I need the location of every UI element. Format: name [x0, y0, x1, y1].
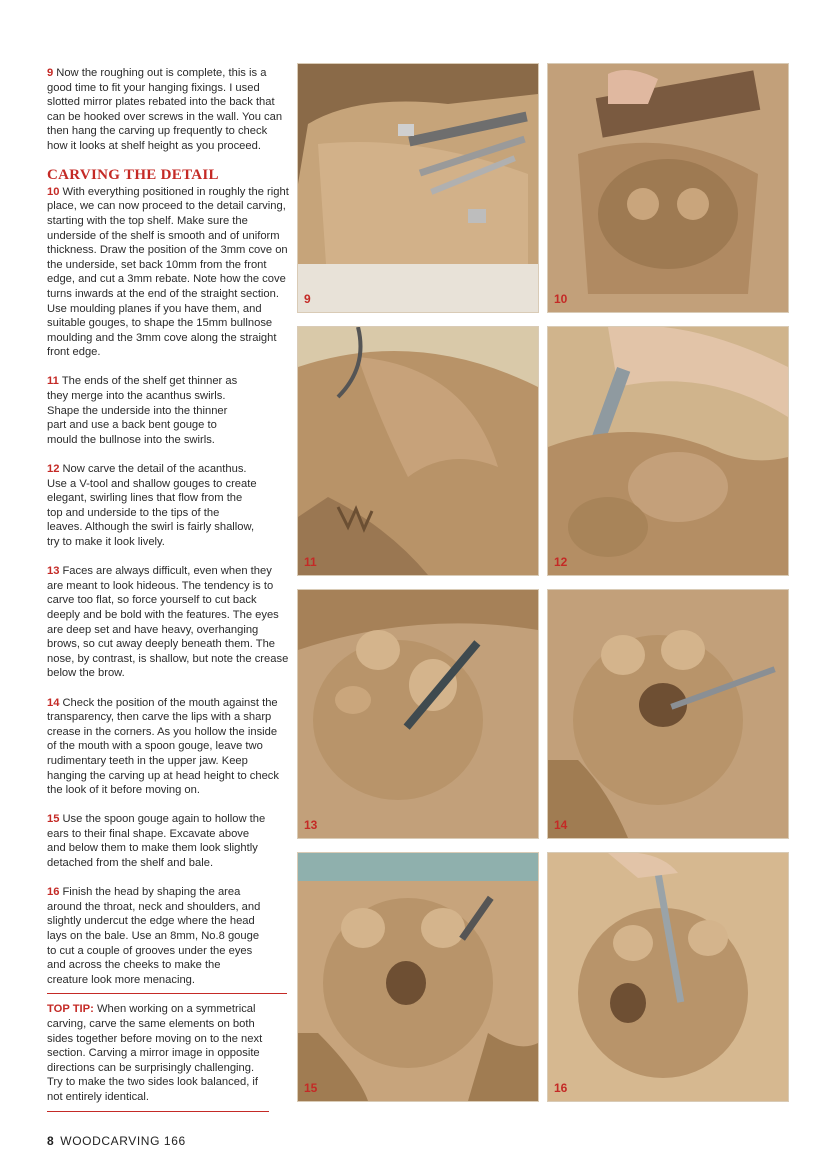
step-text: Now the roughing out is complete, this is a good time to fit your hanging fixings. I used slotted mirror plates rebated into the back that can be hooked over screws in the wall. You can then hang the carving up frequently to check how it looks at shelf height as you proceed. [47, 67, 283, 152]
photo-step-15 [297, 852, 539, 1102]
photo-caption: 15 [304, 1081, 318, 1095]
photo-step-16 [547, 852, 789, 1102]
step-number: 12 [47, 463, 60, 476]
magazine-name: WOODCARVING 166 [60, 1134, 186, 1148]
page-number: 8 [47, 1134, 55, 1148]
step-text: Now carve the detail of the acanthus. Use a V-tool and shallow gouges to create elegant, swirling lines that flow from the top and underside to the tips of the leaves. Although the swirl is fairly shallow, try to make it look lively. [47, 463, 257, 548]
top-tip-box [47, 1002, 265, 1104]
photo-image [548, 327, 788, 575]
section-heading: CARVING THE DETAIL [47, 167, 219, 184]
step-number: 11 [47, 375, 59, 388]
photo-step-9 [297, 63, 539, 313]
step-text: The ends of the shelf get thinner as they merge into the acanthus swirls. Shape the underside into the thinner part and use a back bent gouge to mould the bullnose into the swirls. [47, 375, 238, 446]
step-number: 14 [47, 696, 60, 709]
paragraph-step-11 [47, 374, 247, 447]
photo-caption: 16 [554, 1081, 568, 1095]
photo-caption: 10 [554, 292, 568, 306]
top-tip-text: When working on a symmetrical carving, carve the same elements on both sides together before moving on to the next section. Carving a mirror image in opposite directions can be surprisingly challenging. Try to make the two sides look balanced, if not entirely identical. [47, 1003, 263, 1103]
photo-step-12 [547, 326, 789, 576]
step-number: 10 [47, 185, 60, 198]
photo-image [548, 590, 788, 838]
photo-caption: 9 [304, 292, 311, 306]
photo-step-10 [547, 63, 789, 313]
step-number: 16 [47, 886, 60, 899]
photo-step-11 [297, 326, 539, 576]
paragraph-step-14 [47, 696, 289, 798]
paragraph-step-9 [47, 66, 289, 154]
photo-image [298, 327, 538, 575]
step-text: Faces are always difficult, even when they are meant to look hideous. The tendency is to carve too flat, so force yourself to cut back deeply and be bold with the features. The eyes are deep set and have heavy, overhanging brows, so cut away deeply beneath them. The nose, by contrast, is shallow, but note the crease below the brow. [47, 565, 289, 680]
step-text: Finish the head by shaping the area around the throat, neck and shoulders, and slightly undercut the edge where the head lays on the bale. Use an 8mm, No.8 gouge to cut a couple of grooves under the eyes and across the cheeks to make the creature look more menacing. [47, 886, 261, 986]
divider-top [47, 993, 287, 994]
photo-caption: 13 [304, 818, 318, 832]
photo-image [548, 64, 788, 312]
photo-step-14 [547, 589, 789, 839]
paragraph-step-12 [47, 462, 257, 550]
photo-step-13 [297, 589, 539, 839]
step-number: 13 [47, 565, 60, 578]
photo-image [298, 590, 538, 838]
top-tip-label: TOP TIP: [47, 1003, 94, 1016]
step-text: Check the position of the mouth against the transparency, then carve the lips with a sharp crease in the corners. As you hollow the inside of the mouth with a spoon gouge, leave two rudimentary teeth in the upper jaw. Keep hanging the carving up at head height to check the look of it before moving on. [47, 696, 279, 797]
photo-image [548, 853, 788, 1101]
photo-image [298, 853, 538, 1101]
step-number: 9 [47, 67, 54, 79]
step-number: 15 [47, 813, 60, 826]
step-text: With everything positioned in roughly the right place, we can now proceed to the detail carving, starting with the top shelf. Make sure the underside of the shelf is smooth and of uniform thickness. Draw the position of the 3mm cove on the underside, set back 10mm from the front edge, and cut a 3mm rebate. Note how the cove turns inwards at the end of the straight section. Use moulding planes if you have them, and suitable gouges, to shape the 15mm bullnose moulding and the 3mm cove along the straight front edge. [47, 185, 289, 359]
photo-caption: 12 [554, 555, 568, 569]
photo-caption: 11 [304, 555, 317, 569]
page-footer [47, 1134, 186, 1148]
photo-image [298, 64, 538, 312]
step-text: Use the spoon gouge again to hollow the ears to their final shape. Excavate above and below them to make them look slightly detached from the shelf and bale. [47, 813, 266, 870]
paragraph-step-15 [47, 812, 267, 870]
divider-bottom [47, 1111, 269, 1112]
photo-caption: 14 [554, 818, 568, 832]
article-column [47, 66, 289, 1120]
paragraph-step-16 [47, 885, 262, 987]
paragraph-step-10 [47, 185, 289, 360]
paragraph-step-13 [47, 564, 289, 681]
